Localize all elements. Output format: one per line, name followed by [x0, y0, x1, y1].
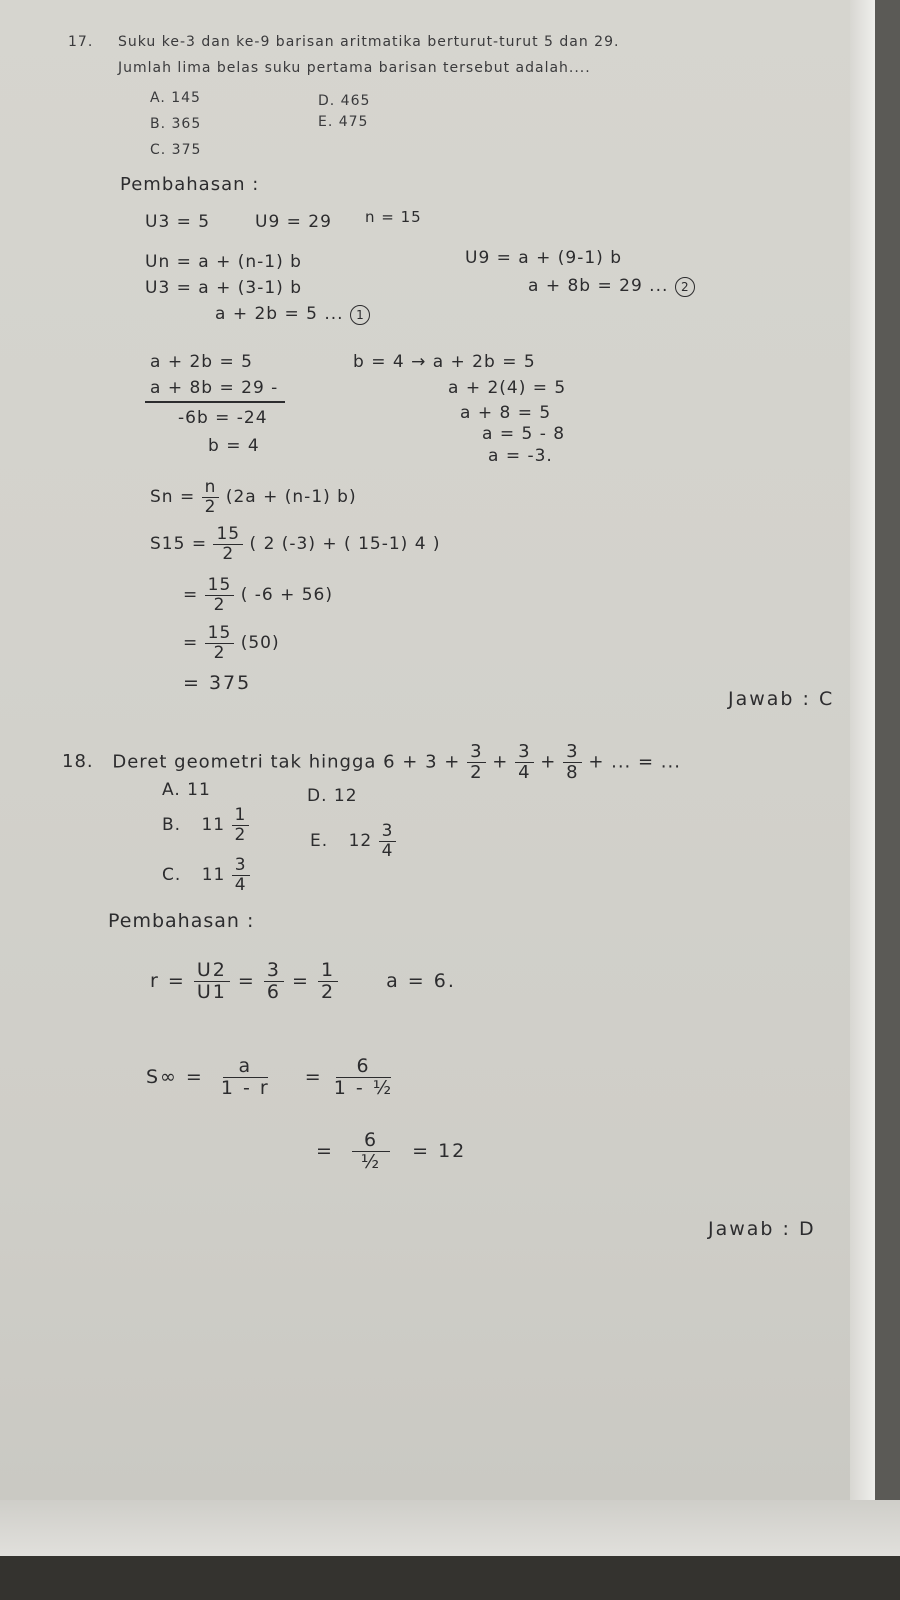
q17-eq2-text: a + 8b = 29 ... [528, 276, 669, 296]
q18-option-c [162, 856, 250, 894]
q18-sinf-line2 [316, 1130, 466, 1173]
q17-s15-fraction-3 [205, 624, 235, 662]
q18-r-frac-3-den: 2 [320, 980, 336, 1003]
q17-sn-right: (2a + (n-1) b) [225, 487, 357, 508]
q17-s15-fraction-1 [213, 525, 243, 563]
q17-s15-den-3: 2 [213, 642, 226, 663]
q18-sinf-frac-2-den: 1 - ½ [333, 1076, 394, 1099]
q18-plus-1: + [492, 751, 509, 773]
q17-s15-num-3: 15 [205, 624, 235, 644]
q18-sinf-line1 [146, 1056, 396, 1099]
q18-sinf-eq-1: = [304, 1065, 323, 1088]
q17-sn-fraction [202, 478, 220, 516]
q17-text-line2: Jumlah lima belas suku pertama barisan tersebut adalah.... [118, 60, 591, 76]
q17-s15-num-2: 15 [205, 576, 235, 596]
q17-s15-line3 [183, 624, 280, 662]
q18-option-a: A. 11 [162, 780, 211, 800]
q18-option-c-frac [232, 856, 250, 894]
q18-option-b-frac [232, 806, 250, 844]
q17-option-e: E. 475 [318, 114, 369, 130]
q18-r-frac-3-num: 1 [318, 960, 338, 982]
q17-u9-formula: U9 = a + (9-1) b [465, 248, 623, 268]
q17-option-c: C. 375 [150, 142, 202, 158]
q18-frac-3-den: 8 [566, 761, 579, 783]
q18-sinf-frac-3-den: ½ [360, 1150, 382, 1173]
q18-pembahasan-label: Pembahasan : [108, 910, 255, 932]
q17-text-line1: Suku ke-3 dan ke-9 barisan aritmatika berturut-turut 5 dan 29. [118, 34, 620, 50]
q18-r-frac-2 [264, 960, 284, 1003]
q17-number: 17. [68, 34, 94, 50]
q17-option-d: D. 465 [318, 93, 371, 109]
q18-option-b-whole: 11 [201, 815, 226, 836]
q18-option-e-num: 3 [379, 822, 397, 842]
q17-subst-5: a = -3. [488, 446, 553, 466]
q17-subst-4: a = 5 - 8 [482, 424, 566, 444]
q18-sinf-frac-1 [218, 1056, 273, 1099]
q17-s15-line2 [183, 576, 333, 614]
q17-eq1-text: a + 2b = 5 ... [215, 304, 344, 324]
q17-s15-result: = 375 [183, 672, 252, 694]
q18-frac-2-den: 4 [518, 761, 531, 783]
q17-s15-expr-1: ( 2 (-3) + ( 15-1) 4 ) [249, 534, 441, 555]
q18-r-frac-2-num: 3 [264, 960, 284, 982]
q18-r-frac-1-num: U2 [194, 960, 230, 982]
q17-eq2 [528, 276, 695, 297]
q17-option-b: B. 365 [150, 116, 202, 132]
paper-bottom-edge [0, 1500, 900, 1560]
q17-s15-line1 [150, 525, 441, 563]
q18-option-e-label: E. [310, 831, 329, 852]
q17-sn-den: 2 [204, 496, 217, 517]
q17-elim-4: b = 4 [208, 436, 260, 456]
q18-sinf-frac-1-den: 1 - r [220, 1076, 270, 1099]
q18-sinf-frac-2 [331, 1056, 396, 1099]
q18-sinf-frac-3 [352, 1130, 390, 1173]
q17-eq-sign-2: = [183, 585, 199, 606]
q17-pembahasan-label: Pembahasan : [120, 174, 260, 195]
q18-option-c-whole: 11 [201, 865, 226, 886]
paper-edge [850, 0, 875, 1556]
q17-subst-2: a + 2(4) = 5 [448, 378, 567, 398]
q18-sinf-frac-1-num: a [223, 1056, 269, 1078]
q18-tail: + ... = ... [588, 751, 681, 773]
q17-elim-1: a + 2b = 5 [150, 352, 253, 372]
q17-elim-3: -6b = -24 [178, 408, 268, 428]
q17-known-u3: U3 = 5 [145, 212, 211, 232]
q17-s15-fraction-2 [205, 576, 235, 614]
q18-frac-3-num: 3 [563, 742, 581, 763]
q17-un-formula: Un = a + (n-1) b [145, 252, 302, 272]
q18-frac-1 [467, 742, 485, 783]
q17-answer: Jawab : C [728, 688, 835, 710]
q18-option-d: D. 12 [307, 786, 358, 806]
q18-number: 18. [62, 751, 94, 773]
q18-option-e-whole: 12 [348, 831, 373, 852]
q18-r-left: r = [150, 969, 186, 992]
q17-elim-rule [145, 401, 285, 403]
q17-eq1 [215, 304, 370, 325]
q17-known-u9: U9 = 29 [255, 212, 332, 232]
q18-text: Deret geometri tak hingga 6 + 3 + [112, 751, 461, 773]
q18-option-e-frac [379, 822, 397, 860]
q18-option-b-den: 2 [234, 824, 247, 845]
q17-s15-expr-2: ( -6 + 56) [240, 585, 334, 606]
q18-a-value: a = 6. [386, 969, 456, 992]
q17-known-n: n = 15 [365, 208, 422, 226]
q17-elim-2: a + 8b = 29 - [150, 378, 279, 398]
background-surface [0, 1556, 900, 1600]
q18-r-frac-2-den: 6 [266, 980, 281, 1003]
q17-s15-left: S15 = [150, 534, 208, 555]
q17-s15-den-2: 2 [213, 594, 226, 615]
q18-frac-3 [563, 742, 581, 783]
q18-option-c-den: 4 [234, 874, 247, 895]
q17-subst-1: b = 4 → a + 2b = 5 [353, 352, 536, 372]
q17-u3-expand: U3 = a + (3-1) b [145, 278, 303, 298]
q18-r-eq-2: = [291, 969, 310, 992]
q17-s15-num-1: 15 [213, 525, 243, 545]
q17-subst-3: a + 8 = 5 [460, 403, 552, 423]
q18-option-c-num: 3 [232, 856, 250, 876]
q17-eq-sign-3: = [183, 633, 199, 654]
q18-option-e [310, 822, 396, 860]
q17-eq1-mark: 1 [350, 305, 370, 325]
q18-sinf-left: S∞ = [146, 1065, 204, 1088]
q18-answer: Jawab : D [708, 1218, 816, 1240]
q18-option-c-label: C. [162, 865, 182, 886]
q17-eq2-mark: 2 [675, 277, 695, 297]
q18-r-frac-3 [318, 960, 338, 1003]
q18-question [62, 742, 681, 783]
q17-sn-formula [150, 478, 357, 516]
q17-s15-expr-3: (50) [240, 633, 280, 654]
q18-frac-1-num: 3 [467, 742, 485, 763]
q18-ratio-line [150, 960, 456, 1003]
q18-r-frac-1-den: U1 [196, 980, 227, 1003]
q18-frac-2 [515, 742, 533, 783]
q17-sn-num: n [202, 478, 220, 498]
q18-sinf-frac-2-num: 6 [336, 1056, 390, 1078]
q18-sinf-frac-3-num: 6 [352, 1130, 390, 1152]
q18-sinf-result: = 12 [412, 1139, 467, 1162]
q18-option-b-label: B. [162, 815, 182, 836]
q18-r-eq-1: = [237, 969, 256, 992]
q17-sn-left: Sn = [150, 487, 196, 508]
q18-option-b [162, 806, 249, 844]
q18-sinf-eq-2: = [316, 1139, 334, 1162]
q17-option-a: A. 145 [150, 90, 201, 106]
q17-s15-den-1: 2 [222, 543, 235, 564]
q18-frac-2-num: 3 [515, 742, 533, 763]
q18-plus-2: + [540, 751, 557, 773]
q18-frac-1-den: 2 [470, 761, 483, 783]
q18-r-frac-1 [194, 960, 230, 1003]
q18-option-e-den: 4 [381, 840, 394, 861]
q18-option-b-num: 1 [232, 806, 250, 826]
